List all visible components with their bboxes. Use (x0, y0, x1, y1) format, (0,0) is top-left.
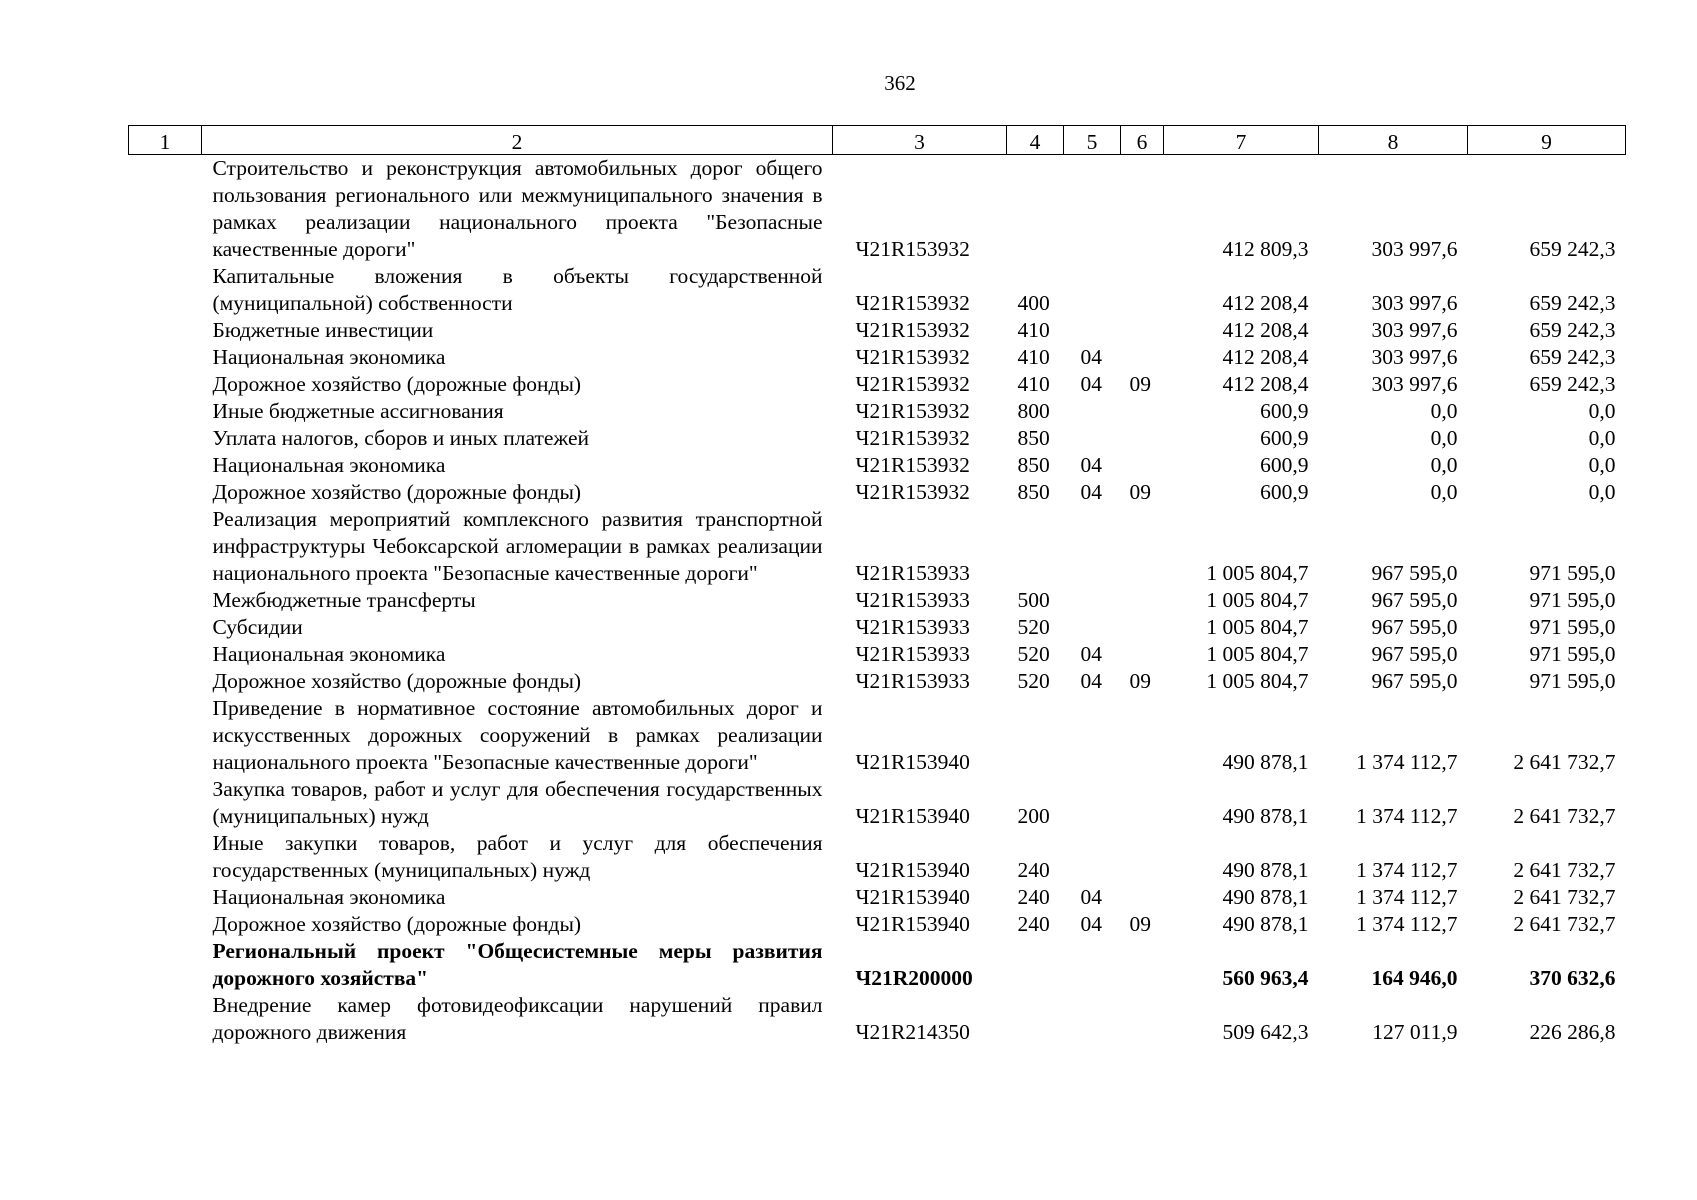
row-index-cell (129, 155, 202, 264)
row-section (1064, 425, 1121, 452)
header-col-4: 4 (1007, 126, 1064, 155)
table-row (129, 425, 1626, 452)
row-amount-col-8: 0,0 (1430, 453, 1458, 477)
row-amount-col-7: 490 878,1 (1222, 858, 1309, 882)
row-target-code: Ч21R153933 (855, 588, 970, 612)
table-header (129, 126, 1626, 155)
table-row (129, 317, 1626, 344)
row-expense-type (1007, 155, 1064, 264)
row-amount-col-8: 0,0 (1430, 480, 1458, 504)
table-row (129, 371, 1626, 398)
row-index-cell (129, 884, 202, 911)
row-amount-col-8: 967 595,0 (1371, 615, 1458, 639)
row-subsection (1121, 695, 1164, 776)
row-expense-type: 410 (1017, 345, 1050, 369)
row-index-cell (129, 668, 202, 695)
row-subsection (1121, 452, 1164, 479)
row-amount-col-9: 659 242,3 (1529, 318, 1616, 342)
row-index-cell (129, 425, 202, 452)
row-subsection: 09 (1129, 669, 1151, 693)
table-row (129, 155, 1626, 264)
row-name: Дорожное хозяйство (дорожные фонды) (212, 669, 582, 693)
row-expense-type: 240 (1017, 885, 1050, 909)
table-row (129, 830, 1626, 884)
table-row (129, 398, 1626, 425)
row-subsection (1121, 263, 1164, 317)
row-section (1064, 155, 1121, 264)
row-expense-type: 410 (1017, 318, 1050, 342)
row-amount-col-8: 967 595,0 (1371, 642, 1458, 666)
row-expense-type: 400 (1017, 291, 1050, 315)
table-row (129, 911, 1626, 938)
row-section (1064, 263, 1121, 317)
row-target-code: Ч21R153940 (855, 858, 970, 882)
row-subsection (1121, 641, 1164, 668)
row-subsection (1121, 938, 1164, 992)
row-name: Бюджетные инвестиции (212, 318, 434, 342)
row-subsection: 09 (1129, 480, 1151, 504)
row-index-cell (129, 398, 202, 425)
row-subsection (1121, 884, 1164, 911)
row-expense-type (1007, 506, 1064, 587)
row-amount-col-8: 1 374 112,7 (1356, 804, 1458, 828)
row-name: Национальная экономика (212, 642, 446, 666)
table-row (129, 506, 1626, 587)
row-amount-col-7: 490 878,1 (1222, 912, 1309, 936)
row-section (1064, 317, 1121, 344)
row-amount-col-9: 2 641 732,7 (1513, 750, 1616, 774)
row-target-code: Ч21R153932 (855, 372, 970, 396)
row-amount-col-9: 2 641 732,7 (1513, 885, 1616, 909)
row-subsection (1121, 506, 1164, 587)
row-name: Капитальные вложения в объекты государственной (муниципальной) собственности (212, 264, 823, 315)
header-col-3: 3 (833, 126, 1007, 155)
row-subsection (1121, 344, 1164, 371)
table-row (129, 344, 1626, 371)
row-target-code: Ч21R153940 (855, 750, 970, 774)
row-target-code: Ч21R153940 (855, 804, 970, 828)
row-expense-type: 850 (1017, 453, 1050, 477)
table-row (129, 479, 1626, 506)
header-col-6: 6 (1121, 126, 1164, 155)
row-subsection (1121, 317, 1164, 344)
row-name: Дорожное хозяйство (дорожные фонды) (212, 372, 582, 396)
table-row (129, 695, 1626, 776)
row-name: Дорожное хозяйство (дорожные фонды) (212, 912, 582, 936)
row-amount-col-7: 600,9 (1260, 453, 1309, 477)
row-target-code: Ч21R153932 (855, 399, 970, 423)
row-index-cell (129, 371, 202, 398)
row-amount-col-8: 303 997,6 (1371, 237, 1458, 261)
row-amount-col-8: 1 374 112,7 (1356, 912, 1458, 936)
row-amount-col-8: 127 011,9 (1372, 1020, 1458, 1044)
row-subsection (1121, 776, 1164, 830)
row-section (1064, 614, 1121, 641)
row-target-code: Ч21R214350 (855, 1020, 970, 1044)
row-target-code: Ч21R200000 (855, 966, 973, 990)
row-name: Межбюджетные трансферты (212, 588, 476, 612)
row-amount-col-7: 600,9 (1260, 426, 1309, 450)
row-amount-col-7: 509 642,3 (1222, 1020, 1309, 1044)
row-index-cell (129, 776, 202, 830)
row-section (1064, 992, 1121, 1046)
row-section: 04 (1080, 345, 1102, 369)
row-name: Региональный проект "Общесистемные меры развития дорожного хозяйства" (212, 939, 823, 990)
row-subsection (1121, 614, 1164, 641)
row-amount-col-7: 490 878,1 (1222, 885, 1309, 909)
row-name: Уплата налогов, сборов и иных платежей (212, 426, 590, 450)
row-amount-col-7: 412 208,4 (1222, 372, 1309, 396)
row-target-code: Ч21R153940 (855, 912, 970, 936)
row-amount-col-7: 560 963,4 (1222, 966, 1309, 990)
row-expense-type (1007, 695, 1064, 776)
row-amount-col-8: 0,0 (1430, 426, 1458, 450)
table-row (129, 641, 1626, 668)
row-amount-col-9: 226 286,8 (1529, 1020, 1616, 1044)
table-row (129, 668, 1626, 695)
row-expense-type: 520 (1017, 642, 1050, 666)
row-target-code: Ч21R153932 (855, 453, 970, 477)
row-name: Реализация мероприятий комплексного развития транспортной инфраструктуры Чебоксарской агломерации в рамках реализации национального проекта "Безопасные качественные дороги" (212, 507, 823, 585)
row-amount-col-7: 412 809,3 (1222, 237, 1309, 261)
page-number: 362 (884, 71, 916, 95)
row-expense-type: 240 (1017, 858, 1050, 882)
row-amount-col-9: 971 595,0 (1529, 561, 1616, 585)
row-name: Иные бюджетные ассигнования (212, 399, 504, 423)
row-amount-col-8: 303 997,6 (1371, 291, 1458, 315)
row-section: 04 (1080, 669, 1102, 693)
row-amount-col-8: 967 595,0 (1371, 561, 1458, 585)
table-row (129, 452, 1626, 479)
budget-table (128, 125, 1626, 1046)
row-expense-type: 520 (1017, 615, 1050, 639)
row-subsection (1121, 425, 1164, 452)
row-section (1064, 938, 1121, 992)
row-name: Закупка товаров, работ и услуг для обеспечения государственных (муниципальных) нужд (212, 777, 823, 828)
row-index-cell (129, 479, 202, 506)
header-col-2: 2 (202, 126, 833, 155)
row-target-code: Ч21R153932 (855, 345, 970, 369)
row-target-code: Ч21R153933 (855, 669, 970, 693)
row-target-code: Ч21R153932 (855, 291, 970, 315)
row-amount-col-7: 1 005 804,7 (1206, 588, 1309, 612)
row-name: Внедрение камер фотовидеофиксации нарушений правил дорожного движения (212, 993, 823, 1044)
row-amount-col-9: 971 595,0 (1529, 642, 1616, 666)
row-expense-type: 240 (1017, 912, 1050, 936)
row-index-cell (129, 506, 202, 587)
row-subsection (1121, 830, 1164, 884)
row-index-cell (129, 587, 202, 614)
row-index-cell (129, 830, 202, 884)
row-target-code: Ч21R153932 (855, 480, 970, 504)
row-index-cell (129, 911, 202, 938)
row-target-code: Ч21R153932 (855, 426, 970, 450)
row-amount-col-9: 659 242,3 (1529, 345, 1616, 369)
row-index-cell (129, 263, 202, 317)
row-section: 04 (1080, 453, 1102, 477)
row-amount-col-9: 659 242,3 (1529, 237, 1616, 261)
row-subsection (1121, 587, 1164, 614)
row-amount-col-8: 1 374 112,7 (1356, 750, 1458, 774)
row-amount-col-8: 1 374 112,7 (1356, 858, 1458, 882)
row-expense-type: 850 (1017, 426, 1050, 450)
row-subsection: 09 (1129, 912, 1151, 936)
row-amount-col-7: 1 005 804,7 (1206, 642, 1309, 666)
row-expense-type: 800 (1017, 399, 1050, 423)
row-amount-col-7: 1 005 804,7 (1206, 669, 1309, 693)
row-target-code: Ч21R153933 (855, 561, 970, 585)
row-name: Строительство и реконструкция автомобильных дорог общего пользования регионального или межмуниципального значения в рамках реализации национального проекта "Безопасные качественные дороги" (212, 156, 823, 261)
row-section (1064, 398, 1121, 425)
row-index-cell (129, 452, 202, 479)
row-amount-col-7: 490 878,1 (1222, 750, 1309, 774)
row-name: Национальная экономика (212, 453, 446, 477)
row-expense-type: 850 (1017, 480, 1050, 504)
row-amount-col-9: 2 641 732,7 (1513, 912, 1616, 936)
row-target-code: Ч21R153940 (855, 885, 970, 909)
row-amount-col-7: 600,9 (1260, 480, 1309, 504)
row-section: 04 (1080, 642, 1102, 666)
row-amount-col-7: 600,9 (1260, 399, 1309, 423)
row-index-cell (129, 317, 202, 344)
row-amount-col-7: 412 208,4 (1222, 318, 1309, 342)
row-index-cell (129, 614, 202, 641)
row-amount-col-7: 412 208,4 (1222, 291, 1309, 315)
row-amount-col-9: 2 641 732,7 (1513, 804, 1616, 828)
row-amount-col-7: 490 878,1 (1222, 804, 1309, 828)
row-index-cell (129, 344, 202, 371)
row-amount-col-7: 1 005 804,7 (1206, 615, 1309, 639)
row-amount-col-9: 2 641 732,7 (1513, 858, 1616, 882)
row-amount-col-8: 303 997,6 (1371, 345, 1458, 369)
header-col-7: 7 (1164, 126, 1319, 155)
row-amount-col-9: 0,0 (1588, 399, 1616, 423)
row-section (1064, 830, 1121, 884)
row-amount-col-9: 0,0 (1588, 426, 1616, 450)
row-amount-col-9: 0,0 (1588, 453, 1616, 477)
row-subsection (1121, 398, 1164, 425)
row-expense-type: 410 (1017, 372, 1050, 396)
row-target-code: Ч21R153932 (855, 237, 970, 261)
row-amount-col-8: 303 997,6 (1371, 318, 1458, 342)
header-col-5: 5 (1064, 126, 1121, 155)
row-index-cell (129, 695, 202, 776)
row-section (1064, 776, 1121, 830)
row-amount-col-8: 0,0 (1430, 399, 1458, 423)
table-row (129, 776, 1626, 830)
row-target-code: Ч21R153933 (855, 615, 970, 639)
row-index-cell (129, 938, 202, 992)
table-row (129, 614, 1626, 641)
header-col-1: 1 (129, 126, 202, 155)
row-subsection (1121, 992, 1164, 1046)
row-amount-col-8: 164 946,0 (1371, 966, 1458, 990)
row-section: 04 (1080, 885, 1102, 909)
row-name: Национальная экономика (212, 345, 446, 369)
row-amount-col-7: 1 005 804,7 (1206, 561, 1309, 585)
row-index-cell (129, 992, 202, 1046)
row-name: Дорожное хозяйство (дорожные фонды) (212, 480, 582, 504)
row-target-code: Ч21R153933 (855, 642, 970, 666)
row-amount-col-9: 971 595,0 (1529, 669, 1616, 693)
row-expense-type (1007, 992, 1064, 1046)
row-expense-type: 500 (1017, 588, 1050, 612)
row-amount-col-9: 971 595,0 (1529, 588, 1616, 612)
row-amount-col-9: 370 632,6 (1529, 966, 1616, 990)
row-subsection: 09 (1129, 372, 1151, 396)
table-row (129, 263, 1626, 317)
row-amount-col-8: 967 595,0 (1371, 669, 1458, 693)
row-name: Субсидии (212, 615, 303, 639)
table-row (129, 938, 1626, 992)
table-row (129, 992, 1626, 1046)
table-body (129, 155, 1626, 1047)
row-amount-col-7: 412 208,4 (1222, 345, 1309, 369)
header-col-9: 9 (1468, 126, 1626, 155)
row-expense-type (1007, 938, 1064, 992)
row-name: Национальная экономика (212, 885, 446, 909)
row-section: 04 (1080, 480, 1102, 504)
row-name: Приведение в нормативное состояние автомобильных дорог и искусственных дорожных сооружений в рамках реализации национального проекта "Безопасные качественные дороги" (212, 696, 823, 774)
row-amount-col-8: 967 595,0 (1371, 588, 1458, 612)
row-section (1064, 587, 1121, 614)
row-amount-col-8: 303 997,6 (1371, 372, 1458, 396)
row-amount-col-9: 659 242,3 (1529, 291, 1616, 315)
header-col-8: 8 (1319, 126, 1468, 155)
row-section (1064, 506, 1121, 587)
row-section: 04 (1080, 912, 1102, 936)
table-row (129, 884, 1626, 911)
row-subsection (1121, 155, 1164, 264)
row-section (1064, 695, 1121, 776)
row-section: 04 (1080, 372, 1102, 396)
table-row (129, 587, 1626, 614)
row-amount-col-9: 971 595,0 (1529, 615, 1616, 639)
row-target-code: Ч21R153932 (855, 318, 970, 342)
row-name: Иные закупки товаров, работ и услуг для обеспечения государственных (муниципальных) нужд (212, 831, 823, 882)
header-row (129, 126, 1626, 155)
row-index-cell (129, 641, 202, 668)
row-amount-col-9: 659 242,3 (1529, 372, 1616, 396)
row-expense-type: 520 (1017, 669, 1050, 693)
row-amount-col-9: 0,0 (1588, 480, 1616, 504)
row-expense-type: 200 (1017, 804, 1050, 828)
row-amount-col-8: 1 374 112,7 (1356, 885, 1458, 909)
